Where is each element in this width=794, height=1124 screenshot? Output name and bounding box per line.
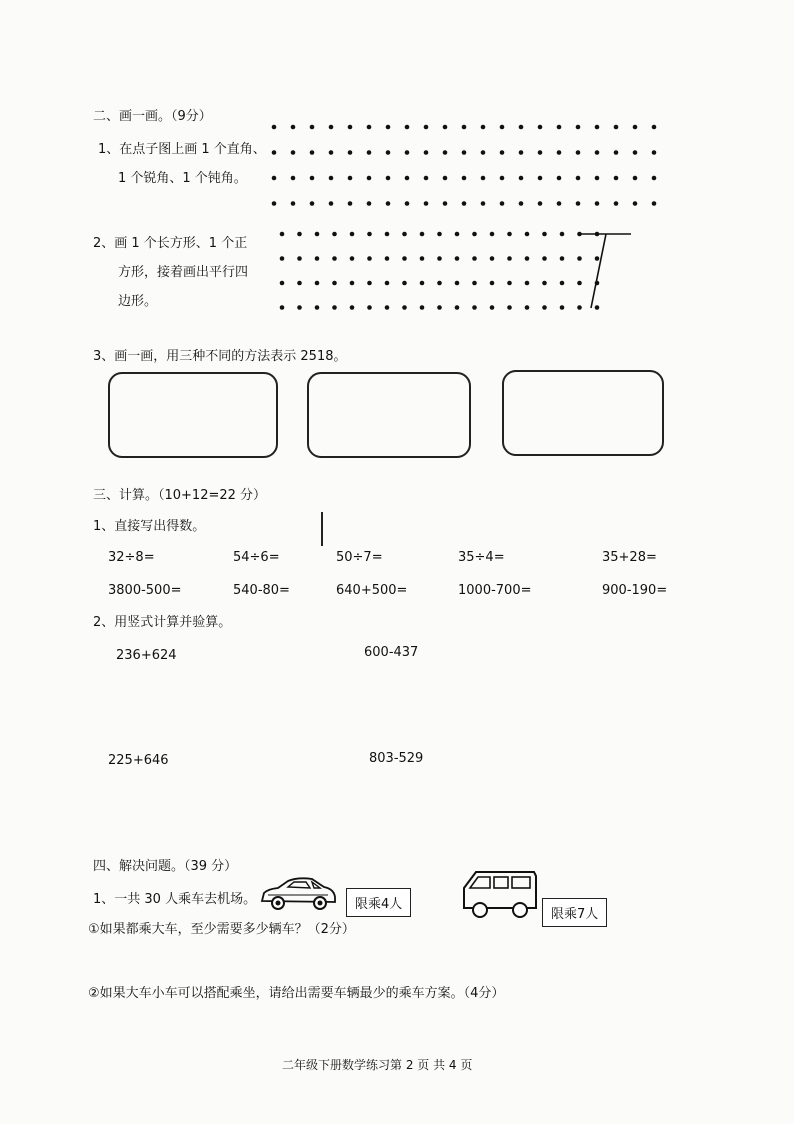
section4-heading: 四、解决问题。（39 分）: [93, 859, 238, 874]
grid-dot: [437, 281, 442, 286]
grid-dot: [633, 201, 638, 206]
grid-dot: [332, 232, 337, 237]
grid-dot: [291, 201, 296, 206]
grid-dot: [310, 150, 315, 155]
grid-dot: [481, 201, 486, 206]
grid-dot: [519, 201, 524, 206]
grid-dot: [595, 125, 600, 130]
grid-dot: [500, 201, 505, 206]
grid-dot: [481, 176, 486, 181]
grid-dot: [315, 281, 320, 286]
grid-dot: [481, 150, 486, 155]
grid-dot: [402, 305, 407, 310]
vertical-calc-title: 2、用竖式计算并验算。: [93, 615, 232, 630]
grid-dot: [315, 232, 320, 237]
grid-dot: [538, 201, 543, 206]
grid-dot: [542, 256, 547, 261]
grid-dot: [560, 256, 565, 261]
dot-grid-shapes[interactable]: [276, 228, 676, 318]
grid-dot: [420, 305, 425, 310]
grid-dot: [329, 176, 334, 181]
grid-dot: [280, 281, 285, 286]
grid-dot: [507, 232, 512, 237]
grid-dot: [462, 125, 467, 130]
grid-dot: [437, 256, 442, 261]
grid-dot: [310, 176, 315, 181]
grid-dot: [443, 176, 448, 181]
grid-dot: [420, 256, 425, 261]
given-segment-slant: [591, 234, 606, 308]
grid-dot: [595, 201, 600, 206]
grid-dot: [507, 305, 512, 310]
grid-dot: [315, 256, 320, 261]
grid-dot: [455, 305, 460, 310]
grid-dot: [332, 281, 337, 286]
calc-item: 900-190=: [602, 583, 668, 598]
q2-text-line2: 方形，接着画出平行四: [118, 265, 249, 280]
grid-dot: [386, 201, 391, 206]
grid-dot: [490, 232, 495, 237]
grid-dot: [272, 201, 277, 206]
bus-capacity-label: 限乘7人: [542, 898, 607, 927]
grid-dot: [560, 281, 565, 286]
grid-dot: [500, 125, 505, 130]
grid-dot: [614, 176, 619, 181]
grid-dot: [652, 150, 657, 155]
grid-dot: [490, 281, 495, 286]
grid-dot: [405, 201, 410, 206]
grid-dot: [542, 232, 547, 237]
grid-dot: [652, 176, 657, 181]
grid-dot: [595, 176, 600, 181]
calc-item: 54÷6=: [233, 550, 280, 565]
grid-dot: [348, 125, 353, 130]
section2-heading: 二、画一画。（9分）: [93, 109, 212, 124]
grid-dot: [560, 232, 565, 237]
page-footer: 二年级下册数学练习第 2 页 共 4 页: [282, 1058, 473, 1072]
vertical-calc-item: 803-529: [369, 751, 424, 766]
grid-dot: [420, 281, 425, 286]
grid-dot: [525, 305, 530, 310]
grid-dot: [332, 256, 337, 261]
grid-dot: [576, 150, 581, 155]
grid-dot: [385, 281, 390, 286]
grid-dot: [538, 150, 543, 155]
grid-dot: [500, 150, 505, 155]
calc-item: 640+500=: [336, 583, 408, 598]
grid-dot: [490, 305, 495, 310]
vertical-calc-item: 600-437: [364, 645, 419, 660]
problem1b-text: ②如果大车小车可以搭配乘坐，请给出需要车辆最少的乘车方案。（4分）: [88, 986, 505, 1001]
grid-dot: [367, 176, 372, 181]
car-icon: [258, 873, 338, 913]
grid-dot: [490, 256, 495, 261]
grid-dot: [614, 125, 619, 130]
grid-dot: [519, 125, 524, 130]
vertical-calc-item: 236+624: [116, 648, 177, 663]
grid-dot: [367, 232, 372, 237]
grid-dot: [633, 150, 638, 155]
grid-dot: [538, 176, 543, 181]
grid-dot: [272, 176, 277, 181]
grid-dot: [315, 305, 320, 310]
q1-text-line1: 1、在点子图上画 1 个直角、: [98, 142, 266, 157]
q1-text-line2: 1 个锐角、1 个钝角。: [118, 171, 247, 186]
grid-dot: [576, 176, 581, 181]
grid-dot: [538, 125, 543, 130]
stray-pen-mark: [321, 512, 323, 546]
grid-dot: [424, 201, 429, 206]
grid-dot: [367, 125, 372, 130]
grid-dot: [420, 232, 425, 237]
grid-dot: [455, 256, 460, 261]
grid-dot: [443, 150, 448, 155]
grid-dot: [577, 305, 582, 310]
grid-dot: [329, 125, 334, 130]
problem1-text: 1、一共 30 人乘车去机场。: [93, 892, 257, 907]
grid-dot: [385, 232, 390, 237]
grid-dot: [310, 201, 315, 206]
calc-item: 1000-700=: [458, 583, 532, 598]
grid-dot: [367, 150, 372, 155]
grid-dot: [577, 256, 582, 261]
grid-dot: [633, 176, 638, 181]
grid-dot: [525, 281, 530, 286]
vertical-calc-item: 225+646: [108, 753, 169, 768]
grid-dot: [348, 150, 353, 155]
grid-dot: [557, 201, 562, 206]
grid-dot: [507, 281, 512, 286]
grid-dot: [329, 201, 334, 206]
grid-dot: [519, 176, 524, 181]
grid-dot: [462, 176, 467, 181]
grid-dot: [350, 305, 355, 310]
grid-dot: [437, 305, 442, 310]
grid-dot: [652, 201, 657, 206]
grid-dot: [519, 150, 524, 155]
grid-dot: [500, 176, 505, 181]
grid-dot: [455, 281, 460, 286]
grid-dot: [424, 125, 429, 130]
grid-dot: [576, 201, 581, 206]
grid-dot: [297, 305, 302, 310]
grid-dot: [472, 232, 477, 237]
grid-dot: [614, 201, 619, 206]
grid-dot: [385, 256, 390, 261]
grid-dot: [542, 281, 547, 286]
q2-text-line3: 边形。: [118, 294, 158, 309]
grid-dot: [472, 305, 477, 310]
grid-dot: [525, 232, 530, 237]
grid-dot: [595, 305, 600, 310]
grid-dot: [310, 125, 315, 130]
grid-dot: [437, 232, 442, 237]
grid-dot: [348, 201, 353, 206]
grid-dot: [402, 232, 407, 237]
grid-dot: [542, 305, 547, 310]
grid-dot: [633, 125, 638, 130]
q2-text-line1: 2、画 1 个长方形、1 个正: [93, 236, 248, 251]
grid-dot: [560, 305, 565, 310]
direct-calc-title: 1、直接写出得数。: [93, 519, 206, 534]
grid-dot: [424, 150, 429, 155]
grid-dot: [652, 125, 657, 130]
grid-dot: [367, 256, 372, 261]
grid-dot: [291, 125, 296, 130]
grid-dot: [472, 281, 477, 286]
grid-dot: [386, 176, 391, 181]
grid-dot: [614, 150, 619, 155]
answer-box-1[interactable]: [108, 372, 278, 458]
grid-dot: [386, 150, 391, 155]
grid-dot: [595, 256, 600, 261]
calc-item: 540-80=: [233, 583, 290, 598]
grid-dot: [443, 125, 448, 130]
grid-dot: [297, 281, 302, 286]
grid-dot: [402, 281, 407, 286]
dot-grid-angles[interactable]: [268, 121, 668, 211]
grid-dot: [405, 150, 410, 155]
grid-dot: [405, 176, 410, 181]
grid-dot: [462, 150, 467, 155]
grid-dot: [291, 150, 296, 155]
q3-text: 3、画一画，用三种不同的方法表示 2518。: [93, 349, 347, 364]
grid-dot: [472, 256, 477, 261]
calc-item: 3800-500=: [108, 583, 182, 598]
grid-dot: [557, 150, 562, 155]
grid-dot: [272, 125, 277, 130]
grid-dot: [297, 256, 302, 261]
grid-dot: [329, 150, 334, 155]
grid-dot: [443, 201, 448, 206]
grid-dot: [557, 176, 562, 181]
grid-dot: [280, 232, 285, 237]
grid-dot: [280, 305, 285, 310]
grid-dot: [386, 125, 391, 130]
grid-dot: [291, 176, 296, 181]
grid-dot: [332, 305, 337, 310]
grid-dot: [367, 305, 372, 310]
grid-dot: [405, 125, 410, 130]
grid-dot: [576, 125, 581, 130]
grid-dot: [280, 256, 285, 261]
calc-item: 32÷8=: [108, 550, 155, 565]
section3-heading: 三、计算。（10+12=22 分）: [93, 488, 267, 503]
calc-item: 35÷4=: [458, 550, 505, 565]
grid-dot: [507, 256, 512, 261]
grid-dot: [525, 256, 530, 261]
grid-dot: [297, 232, 302, 237]
grid-dot: [367, 201, 372, 206]
problem1a-text: ①如果都乘大车，至少需要多少辆车？（2分）: [88, 922, 355, 937]
grid-dot: [424, 176, 429, 181]
grid-dot: [595, 150, 600, 155]
grid-dot: [272, 150, 277, 155]
grid-dot: [402, 256, 407, 261]
calc-item: 50÷7=: [336, 550, 383, 565]
grid-dot: [367, 281, 372, 286]
car-capacity-label: 限乘4人: [346, 888, 411, 917]
grid-dot: [385, 305, 390, 310]
grid-dot: [348, 176, 353, 181]
grid-dot: [577, 281, 582, 286]
grid-dot: [462, 201, 467, 206]
grid-dot: [557, 125, 562, 130]
grid-dot: [350, 281, 355, 286]
answer-box-3[interactable]: [502, 370, 664, 456]
grid-dot: [481, 125, 486, 130]
grid-dot: [455, 232, 460, 237]
answer-box-2[interactable]: [307, 372, 471, 458]
grid-dot: [350, 232, 355, 237]
calc-item: 35+28=: [602, 550, 657, 565]
bus-icon: [460, 866, 540, 922]
grid-dot: [350, 256, 355, 261]
